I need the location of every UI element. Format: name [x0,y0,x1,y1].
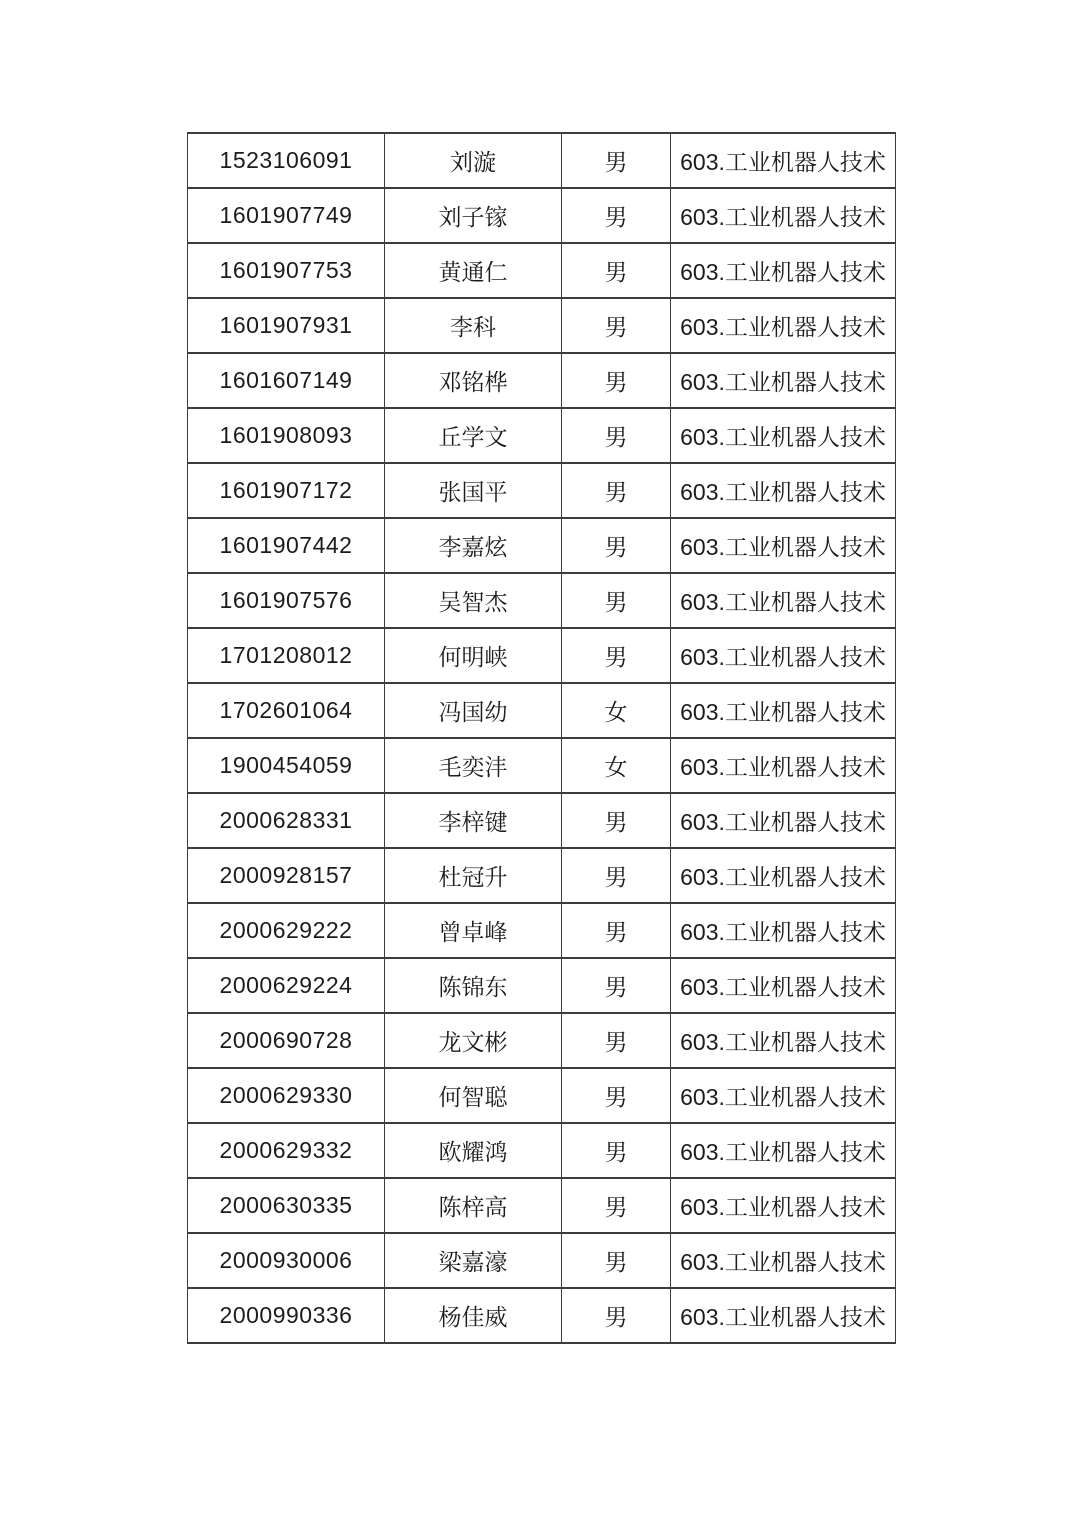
table-row [188,848,896,903]
table-row [188,1233,896,1288]
student-id-cell: 1702601064 [188,683,385,738]
student-name-cell: 陈梓高 [385,1178,562,1233]
gender-cell: 男 [562,463,671,518]
major-cell: 603.工业机器人技术 [671,188,896,243]
table-row [188,408,896,463]
student-id-cell: 2000628331 [188,793,385,848]
student-id-cell: 2000990336 [188,1288,385,1343]
major-cell: 603.工业机器人技术 [671,1288,896,1343]
major-cell: 603.工业机器人技术 [671,573,896,628]
student-name-cell: 吴智杰 [385,573,562,628]
student-name-cell: 丘学文 [385,408,562,463]
student-name-cell: 冯国幼 [385,683,562,738]
gender-cell: 男 [562,518,671,573]
table-row [188,793,896,848]
table-row [188,463,896,518]
student-id-cell: 1601907931 [188,298,385,353]
student-id-cell: 2000930006 [188,1233,385,1288]
table-row [188,243,896,298]
gender-cell: 男 [562,1178,671,1233]
table-row [188,628,896,683]
student-id-cell: 1601907442 [188,518,385,573]
gender-cell: 男 [562,133,671,188]
student-name-cell: 杜冠升 [385,848,562,903]
table-row [188,1068,896,1123]
student-id-cell: 1601907749 [188,188,385,243]
table-row [188,298,896,353]
student-name-cell: 黄通仁 [385,243,562,298]
major-cell: 603.工业机器人技术 [671,518,896,573]
gender-cell: 男 [562,243,671,298]
student-name-cell: 李梓键 [385,793,562,848]
gender-cell: 男 [562,1288,671,1343]
gender-cell: 男 [562,1123,671,1178]
major-cell: 603.工业机器人技术 [671,903,896,958]
major-cell: 603.工业机器人技术 [671,958,896,1013]
major-cell: 603.工业机器人技术 [671,353,896,408]
table-row [188,958,896,1013]
student-name-cell: 欧耀鸿 [385,1123,562,1178]
student-id-cell: 1601607149 [188,353,385,408]
student-id-cell: 2000630335 [188,1178,385,1233]
major-cell: 603.工业机器人技术 [671,628,896,683]
gender-cell: 男 [562,188,671,243]
major-cell: 603.工业机器人技术 [671,793,896,848]
gender-cell: 男 [562,573,671,628]
student-name-cell: 龙文彬 [385,1013,562,1068]
student-name-cell: 杨佳威 [385,1288,562,1343]
gender-cell: 男 [562,408,671,463]
major-cell: 603.工业机器人技术 [671,133,896,188]
student-name-cell: 梁嘉濠 [385,1233,562,1288]
student-id-cell: 1601907753 [188,243,385,298]
student-id-cell: 2000690728 [188,1013,385,1068]
student-id-cell: 2000629332 [188,1123,385,1178]
gender-cell: 男 [562,903,671,958]
student-id-cell: 1523106091 [188,133,385,188]
major-cell: 603.工业机器人技术 [671,1123,896,1178]
major-cell: 603.工业机器人技术 [671,243,896,298]
student-name-cell: 张国平 [385,463,562,518]
table-row [188,353,896,408]
gender-cell: 女 [562,683,671,738]
student-name-cell: 曾卓峰 [385,903,562,958]
table-row [188,1288,896,1343]
major-cell: 603.工业机器人技术 [671,408,896,463]
student-roster-table [187,132,896,1344]
table-row [188,188,896,243]
student-name-cell: 刘子镓 [385,188,562,243]
major-cell: 603.工业机器人技术 [671,1233,896,1288]
student-name-cell: 刘漩 [385,133,562,188]
student-name-cell: 李嘉炫 [385,518,562,573]
table-row [188,133,896,188]
student-name-cell: 何明峡 [385,628,562,683]
student-name-cell: 何智聪 [385,1068,562,1123]
table-row [188,683,896,738]
table-row [188,1123,896,1178]
table-body [188,133,896,1343]
table-row [188,518,896,573]
student-name-cell: 李科 [385,298,562,353]
student-name-cell: 毛奕沣 [385,738,562,793]
student-id-cell: 1601908093 [188,408,385,463]
gender-cell: 男 [562,848,671,903]
table-row [188,1178,896,1233]
student-id-cell: 1601907172 [188,463,385,518]
student-name-cell: 邓铭桦 [385,353,562,408]
student-id-cell: 2000629224 [188,958,385,1013]
table-row [188,573,896,628]
gender-cell: 男 [562,1068,671,1123]
major-cell: 603.工业机器人技术 [671,1178,896,1233]
gender-cell: 男 [562,1013,671,1068]
major-cell: 603.工业机器人技术 [671,683,896,738]
student-id-cell: 1601907576 [188,573,385,628]
student-id-cell: 1701208012 [188,628,385,683]
table-row [188,1013,896,1068]
gender-cell: 男 [562,353,671,408]
student-id-cell: 1900454059 [188,738,385,793]
gender-cell: 男 [562,298,671,353]
major-cell: 603.工业机器人技术 [671,1013,896,1068]
student-id-cell: 2000629222 [188,903,385,958]
major-cell: 603.工业机器人技术 [671,738,896,793]
gender-cell: 男 [562,793,671,848]
major-cell: 603.工业机器人技术 [671,298,896,353]
major-cell: 603.工业机器人技术 [671,1068,896,1123]
table-row [188,903,896,958]
gender-cell: 男 [562,958,671,1013]
major-cell: 603.工业机器人技术 [671,463,896,518]
table-row [188,738,896,793]
gender-cell: 男 [562,1233,671,1288]
gender-cell: 女 [562,738,671,793]
student-id-cell: 2000928157 [188,848,385,903]
gender-cell: 男 [562,628,671,683]
student-name-cell: 陈锦东 [385,958,562,1013]
student-id-cell: 2000629330 [188,1068,385,1123]
major-cell: 603.工业机器人技术 [671,848,896,903]
